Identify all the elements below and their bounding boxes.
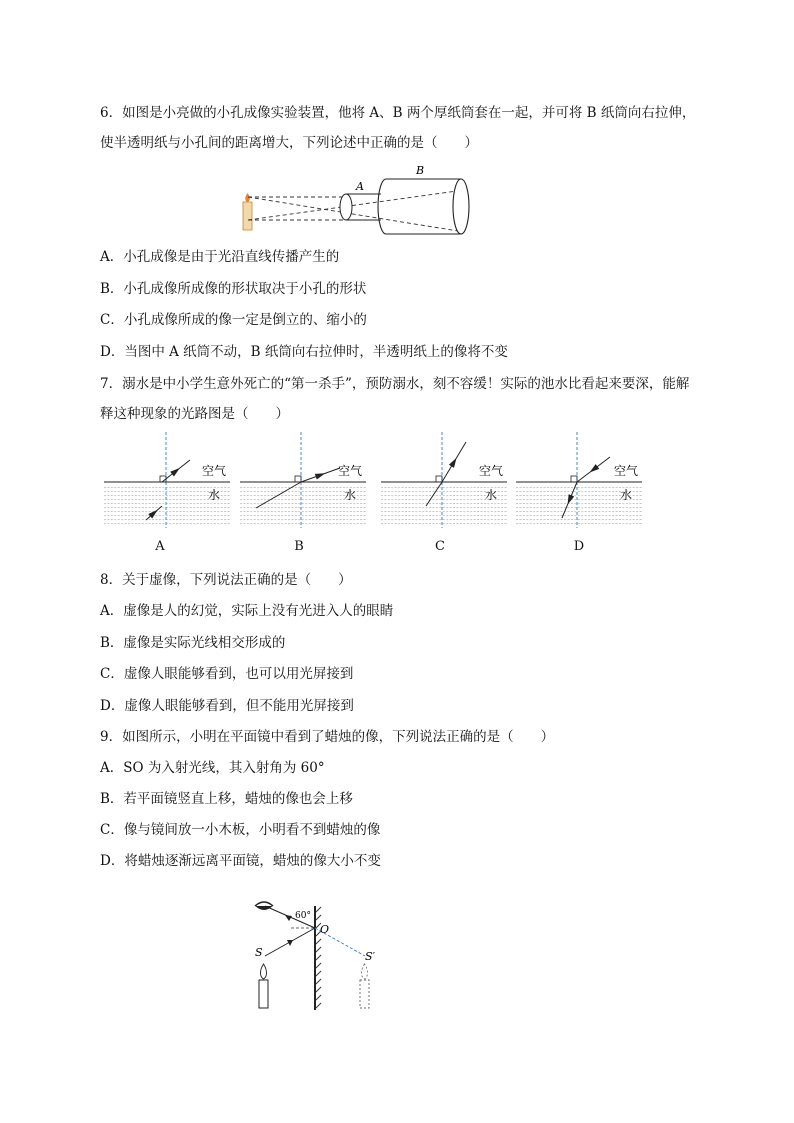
q9-angle-label: 60° bbox=[295, 911, 311, 921]
q7-panel-d bbox=[516, 432, 642, 528]
q7-choice-a: A bbox=[155, 539, 165, 554]
q7-panel-b bbox=[240, 432, 366, 528]
q7-stem-line1: 7．溺水是中小学生意外死亡的“第一杀手”，预防溺水，刻不容缓！实际的池水比看起来要深，能解 bbox=[100, 376, 690, 392]
q7-water-label: 水 bbox=[208, 488, 221, 502]
q9-stem: 9．如图所示，小明在平面镜中看到了蜡烛的像，下列说法正确的是（ ） bbox=[100, 729, 555, 745]
q7-water-label: 水 bbox=[620, 488, 633, 502]
q6-option-c: C．小孔成像所成的像一定是倒立的、缩小的 bbox=[100, 312, 367, 328]
q7-water-label: 水 bbox=[344, 488, 357, 502]
q8-option-d: D．虚像人眼能够看到，但不能用光屏接到 bbox=[100, 698, 354, 714]
q6-option-b: B．小孔成像所成像的形状取决于小孔的形状 bbox=[100, 281, 367, 297]
q9-option-d: D．将蜡烛逐渐远离平面镜，蜡烛的像大小不变 bbox=[100, 853, 381, 869]
q8-option-c: C．虚像人眼能够看到，也可以用光屏接到 bbox=[100, 666, 354, 682]
q7-panel-a bbox=[104, 432, 230, 528]
q7-air-label: 空气 bbox=[202, 464, 227, 478]
q9-option-b: B．若平面镜竖直上移，蜡烛的像也会上移 bbox=[100, 791, 353, 807]
q7-choice-c: C bbox=[435, 539, 445, 554]
q8-option-a: A．虚像是人的幻觉，实际上没有光进入人的眼睛 bbox=[100, 603, 394, 619]
q9-option-c: C．像与镜间放一小木板，小明看不到蜡烛的像 bbox=[100, 822, 381, 838]
q6-stem-line1: 6．如图是小亮做的小孔成像实验装置，他将 A、B 两个厚纸筒套在一起，并可将 B 纸筒向右拉伸， bbox=[100, 105, 696, 121]
q7-air-label: 空气 bbox=[479, 464, 504, 478]
q7-choice-b: B bbox=[294, 539, 304, 554]
q6-pinhole-figure bbox=[236, 160, 476, 240]
q6-option-d: D．当图中 A 纸筒不动，B 纸筒向右拉伸时，半透明纸上的像将不变 bbox=[100, 344, 508, 360]
q6-option-a: A．小孔成像是由于光沿直线传播产生的 bbox=[100, 249, 340, 265]
q6-label-a: A bbox=[356, 180, 364, 193]
q7-panel-c bbox=[381, 432, 507, 528]
q7-water-label: 水 bbox=[485, 488, 498, 502]
q7-stem-line2: 释这种现象的光路图是（ ） bbox=[100, 406, 289, 422]
q9-option-a: A．SO 为入射光线，其入射角为 60° bbox=[100, 760, 325, 776]
q6-label-b: B bbox=[416, 164, 425, 177]
q9-point-s: S bbox=[255, 946, 263, 959]
q9-point-s-prime: S′ bbox=[365, 950, 376, 963]
q6-stem-line2: 使半透明纸与小孔间的距离增大，下列论述中正确的是（ ） bbox=[100, 135, 478, 151]
q7-air-label: 空气 bbox=[614, 464, 639, 478]
q7-choice-d: D bbox=[573, 539, 585, 554]
q9-point-o: O bbox=[320, 923, 330, 936]
q8-option-b: B．虚像是实际光线相交形成的 bbox=[100, 635, 286, 651]
q7-air-label: 空气 bbox=[338, 464, 363, 478]
q9-mirror-figure bbox=[245, 888, 385, 1013]
q8-stem: 8．关于虚像，下列说法正确的是（ ） bbox=[100, 572, 352, 588]
